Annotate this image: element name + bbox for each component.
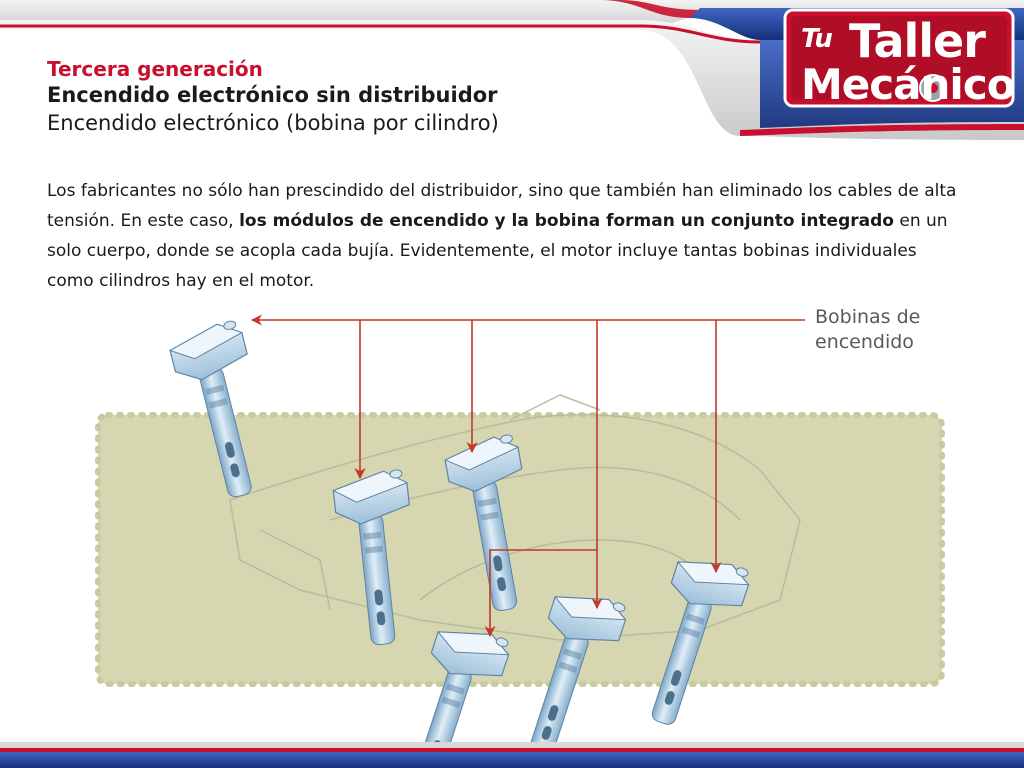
slide-title-main: Encendido electrónico sin distribuidor [47, 83, 498, 107]
slide-title-generation: Tercera generación [47, 57, 263, 81]
tu-taller-mecanico-logo [783, 6, 1015, 110]
ignition-coils-illustration [95, 305, 950, 745]
body-text-bold: los módulos de encendido y la bobina forman un conjunto integrado [239, 211, 894, 231]
logo-mecanico-text: Mecánico [801, 60, 1015, 109]
body-text-part2: en un solo cuerpo, donde se acopla cada bujía. Evidentemente, el motor incluye tantas bobinas individuales como cilindros hay en el motor. [47, 211, 948, 291]
coils-label-line1: Bobinas de [815, 306, 921, 328]
slide-subtitle: Encendido electrónico (bobina por cilindro) [47, 111, 499, 135]
title-area [47, 56, 747, 137]
coils-label-line2: encendido [815, 331, 914, 353]
logo-tu-text: Tu [801, 24, 832, 54]
coils-label [815, 305, 985, 355]
body-text-part1: Los fabricantes no sólo han prescindido del distribuidor, sino que también han eliminado los cables de alta tensión. En este caso, [47, 181, 957, 231]
footer-band [0, 742, 1024, 768]
body-paragraph [47, 176, 962, 296]
logo-taller-text: Taller [849, 14, 985, 68]
